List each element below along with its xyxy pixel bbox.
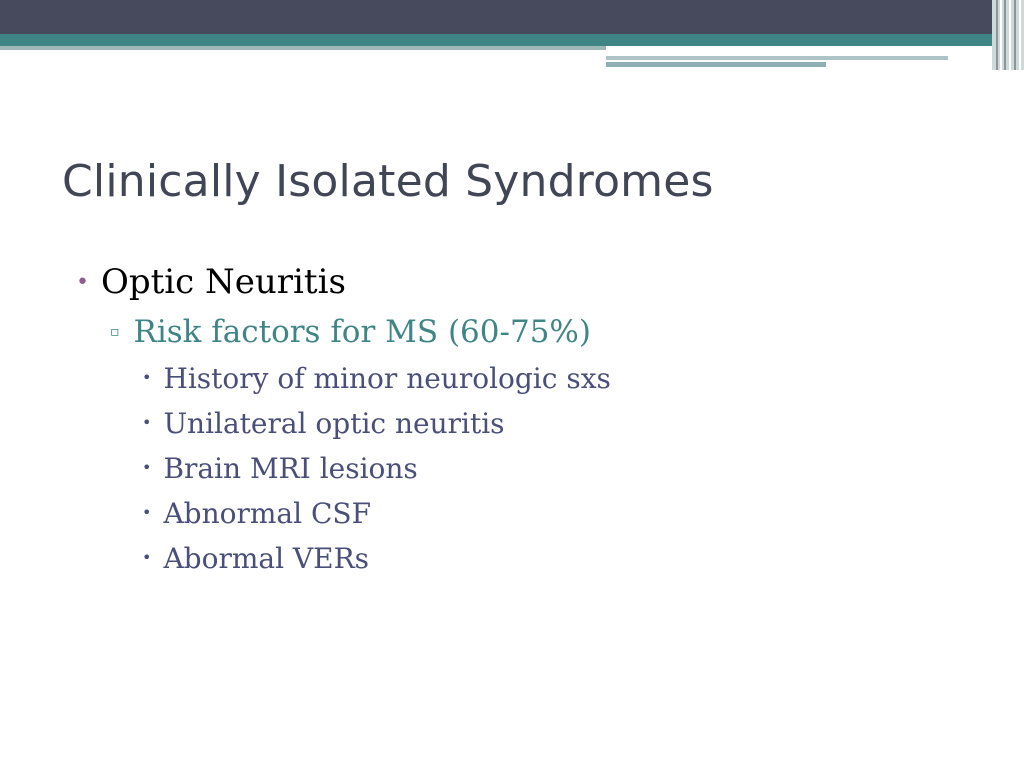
- bullet-level3: [142, 407, 505, 440]
- bullet-level3: [142, 452, 418, 485]
- bullet-marker: •: [142, 548, 152, 567]
- header-dark-band: [0, 0, 1024, 34]
- bullet-text: History of minor neurologic sxs: [163, 362, 611, 395]
- bullet-marker: •: [142, 413, 152, 432]
- bullet-marker: •: [142, 503, 152, 522]
- bullet-text: Risk factors for MS (60-75%): [133, 314, 591, 350]
- bullet-level3: [142, 497, 371, 530]
- bullet-marker: •: [76, 270, 89, 295]
- bullet-text: Optic Neuritis: [100, 262, 346, 302]
- bullet-marker: •: [142, 458, 152, 477]
- header-stripe: [1004, 0, 1006, 70]
- bullet-level3: [142, 362, 611, 395]
- bullet-level3: [142, 542, 369, 575]
- bullet-marker: •: [142, 368, 152, 387]
- header-teal-band: [0, 34, 1024, 46]
- slide-title: Clinically Isolated Syndromes: [62, 156, 714, 207]
- header-stripe: [996, 0, 998, 70]
- bullet-marker: ▫: [110, 324, 120, 340]
- header-tab-line: [606, 62, 826, 67]
- header-stripe: [1000, 0, 1002, 70]
- header-tab-line: [606, 56, 948, 60]
- bullet-text: Abormal VERs: [163, 542, 370, 575]
- bullet-level2: [110, 314, 591, 350]
- header-stripe: [1009, 0, 1011, 70]
- bullet-text: Brain MRI lesions: [163, 452, 418, 485]
- header-stripe: [1019, 0, 1021, 70]
- header-stripe: [1014, 0, 1016, 70]
- header-light-band: [0, 46, 606, 50]
- bullet-text: Abnormal CSF: [163, 497, 371, 530]
- bullet-level1: [76, 262, 346, 302]
- bullet-text: Unilateral optic neuritis: [163, 407, 505, 440]
